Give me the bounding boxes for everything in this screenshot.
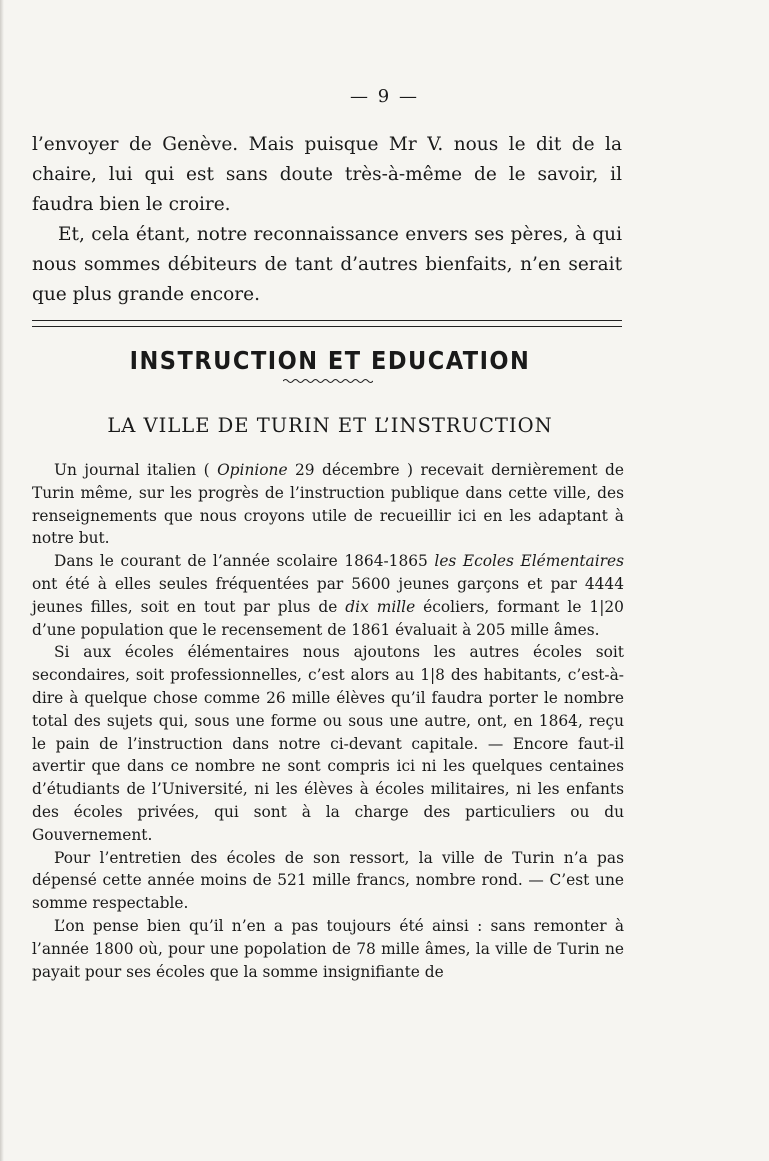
divider-line-bottom [32, 326, 622, 327]
article-body [32, 459, 624, 983]
article-paragraph: L’on pense bien qu’il n’en a pas toujours été ainsi : sans remonter à l’année 1800 où, pour une popolation de 78 mille âmes, la ville de Turin ne payait pour ses écoles que la somme insignifiante de [32, 916, 624, 981]
text-run: 29 décembre ) recevait dernièrement de Turin même, sur les progrès de l’instruction publique dans cette ville, des renseignements que nous croyons utile de recueillir ici en les adaptant à notre but. [32, 461, 624, 548]
newspaper-name: Opinione [217, 461, 288, 479]
article-paragraph: Pour l’entretien des écoles de son ressort, la ville de Turin n’a pas dépensé cette année moins de 521 mille francs, nombre rond. — C’est une somme respectable. [32, 848, 624, 913]
continued-paragraph: Et, cela étant, notre reconnaissance envers ses pères, à qui nous sommes débiteurs de tant d’autres bienfaits, n’en serait que plus grande encore. [32, 224, 622, 305]
continued-paragraph: l’envoyer de Genève. Mais puisque Mr V. nous le dit de la chaire, lui qui est sans doute très-à-même de le savoir, il faudra bien le croire. [32, 134, 622, 215]
page-edge-shadow [0, 0, 4, 1161]
article-paragraph [32, 459, 624, 550]
section-divider [32, 320, 622, 328]
article-title: LA VILLE DE TURIN ET L’INSTRUCTION [107, 414, 553, 437]
emphasis-text: les Ecoles Elémentaires [434, 552, 625, 571]
wavy-ornament [283, 378, 373, 384]
page-number: — 9 — [350, 86, 419, 107]
article-paragraph: Si aux écoles élémentaires nous ajoutons les autres écoles soit secondaires, soit professionnelles, c’est alors au 1|8 des habitants, c’est-à-dire à quelque chose comme 26 mille élèves qu’il faudra porter le nombre total des sujets qui, sous une forme ou sous une autre, ont, en 1864, reçu le pain de l’instruction dans notre ci-devant capitale. — Encore faut-il avertir que dans ce nombre ne sont compris ici ni les quelques centaines d’étudiants de l’Université, ni les élèves à écoles militaires, ni les enfants des écoles privées, qui sont à la charge des particuliers ou du Gouvernement. [32, 643, 624, 844]
text-run: Dans le courant de l’année scolaire 1864-1865 [54, 552, 435, 571]
text-run: Un journal italien ( [54, 461, 218, 479]
section-title: INSTRUCTION ET EDUCATION [129, 346, 531, 375]
continued-text-block [32, 130, 622, 310]
emphasis-text: dix mille [345, 597, 416, 616]
divider-line-top [32, 320, 622, 321]
article-paragraph [32, 550, 624, 641]
text-run: ont été à elles seules fréquentées par 5600 jeunes garçons et par 4444 jeunes filles, soit en tout par plus de [32, 574, 624, 616]
text-run: écoliers, formant le 1|20 d’une population que le recensement de 1861 évaluait à 205 mille âmes. [32, 597, 624, 639]
